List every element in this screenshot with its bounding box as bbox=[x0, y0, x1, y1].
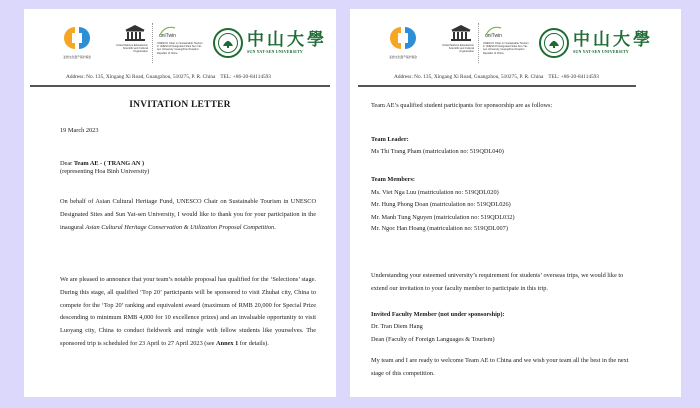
paragraph-thanks-end: . bbox=[274, 223, 276, 231]
address-text: Address: No. 135, Xingang Xi Road, Guangzhou, 510275, P. R. China bbox=[66, 74, 216, 80]
address-line bbox=[66, 74, 271, 80]
logo-divider bbox=[152, 23, 153, 63]
asian-cultural-heritage-fund-logo bbox=[60, 21, 94, 65]
asian-cultural-heritage-fund-logo bbox=[386, 21, 420, 65]
unitwin-icon bbox=[157, 25, 179, 39]
paragraph-thanks-text: On behalf of Asian Cultural Heritage Fund, UNESCO Chair on Sustainable Tourism in UNESCO Designated Sites and Sun Yat-sen University, I would like to thank you for your participation in the inaugural bbox=[60, 198, 316, 231]
sysu-chinese-name: 中山大學 bbox=[247, 30, 327, 50]
representing-line: (representing Hoa Binh University) bbox=[60, 168, 150, 175]
header-rule bbox=[358, 85, 636, 87]
letter-page-2 bbox=[350, 9, 681, 397]
sun-yat-sen-university-logo bbox=[539, 28, 653, 58]
paragraph-thanks bbox=[60, 196, 316, 234]
unesco-caption: United Nations Educational, Scientific and Cultural Organization bbox=[115, 44, 148, 54]
unitwin-icon bbox=[483, 25, 505, 39]
faculty-heading: Invited Faculty Member (not under sponsorship): bbox=[371, 311, 505, 318]
telephone-text: TEL: +86-20-84114593 bbox=[220, 74, 271, 80]
letterhead bbox=[24, 9, 336, 89]
paragraph-announcement-text: We are pleased to announce that your team’s notable proposal has qualified for the ‘Selections’ stage. During this stage, all qualified ‘Top 20’ participants will be sponsored to visit Zhuhai city, China to compete for the ‘Top 20’ ranking and equivalent award (maximum of RMB 20,000 for Special Prize descending to minimum RMB 4,000 for 10 excellence prizes) and an invaluable opportunity to visit Luoyang city, China to conduct fieldwork and mingle with fellow students like yourselves. The sponsored trip is scheduled for 23 April to 27 April 2023 (see bbox=[60, 276, 316, 347]
salutation-prefix: Dear bbox=[60, 160, 74, 167]
annex-reference: Annex 1 bbox=[216, 339, 239, 347]
unesco-caption: United Nations Educational, Scientific and Cultural Organization bbox=[441, 44, 474, 54]
logo-divider bbox=[478, 23, 479, 63]
letter-page-1 bbox=[24, 9, 336, 397]
letterhead bbox=[350, 9, 681, 89]
team-leader-entry: Ms Thi Trang Pham (matriculation no: 519QDL040) bbox=[371, 148, 504, 155]
competition-name: Asian Cultural Heritage Conservation & Utilization Proposal Competition bbox=[85, 223, 275, 231]
faculty-name: Dr. Tran Diem Hang bbox=[371, 323, 423, 330]
sysu-chinese-name: 中山大學 bbox=[573, 30, 653, 50]
logo-row bbox=[60, 21, 327, 65]
faculty-title: Dean (Faculty of Foreign Languages & Tourism) bbox=[371, 336, 495, 343]
fund-emblem-icon bbox=[64, 25, 90, 51]
unitwin-caption: UNESCO Chair on Sustainable Tourism in UNESCO Designated Sites Sun Yat-sen University, Guangzhou People's Republic of China bbox=[157, 42, 203, 55]
sysu-english-name: SUN YAT-SEN UNIVERSITY bbox=[247, 49, 303, 54]
team-leader-heading: Team Leader: bbox=[371, 136, 409, 143]
svg-text:uniTwin: uniTwin bbox=[159, 33, 176, 39]
fund-emblem-icon bbox=[390, 25, 416, 51]
fund-logo-caption: 亚洲文化遗产保护基金 bbox=[388, 55, 417, 59]
header-rule bbox=[30, 85, 330, 87]
closing-paragraph: My team and I are ready to welcome Team AE to China and we wish your team all the best in the next stage of this competition. bbox=[371, 357, 629, 377]
svg-text:uniTwin: uniTwin bbox=[485, 33, 502, 39]
sysu-english-name: SUN YAT-SEN UNIVERSITY bbox=[573, 49, 629, 54]
address-line bbox=[394, 74, 599, 80]
unesco-logo bbox=[434, 21, 531, 65]
logo-row bbox=[386, 21, 653, 65]
fund-logo-caption: 亚洲文化遗产保护基金 bbox=[62, 55, 91, 59]
team-member-item: Mr. Manh Tung Nguyen (matriculation no: 519QDL032) bbox=[371, 214, 515, 221]
team-member-item: Ms. Viet Nga Luu (matriculation no: 519QDL020) bbox=[371, 189, 499, 196]
unesco-logo bbox=[108, 21, 205, 65]
address-text: Address: No. 135, Xingang Xi Road, Guangzhou, 510275, P. R. China bbox=[394, 74, 544, 80]
team-members-heading: Team Members: bbox=[371, 176, 416, 183]
paragraph-announcement-end: for details). bbox=[238, 339, 269, 347]
team-member-item: Mr. Hung Phong Doan (matriculation no: 519QDL026) bbox=[371, 201, 511, 208]
team-member-item: Mr. Ngoc Han Hoang (matriculation no: 519QDL007) bbox=[371, 225, 508, 232]
unesco-temple-icon bbox=[124, 25, 146, 41]
paragraph-announcement bbox=[60, 274, 316, 351]
faculty-invitation-paragraph: Understanding your esteemed university’s requirement for students’ overseas trips, we would like to extend our invitation to your faculty member to participate in this trip. bbox=[371, 272, 624, 292]
sun-yat-sen-university-logo bbox=[213, 28, 327, 58]
telephone-text: TEL: +86-20-84114593 bbox=[548, 74, 599, 80]
sysu-seal-icon bbox=[539, 28, 569, 58]
unitwin-caption: UNESCO Chair on Sustainable Tourism in UNESCO Designated Sites Sun Yat-sen University, Guangzhou People's Republic of China bbox=[483, 42, 529, 55]
letter-title: INVITATION LETTER bbox=[129, 100, 231, 110]
salutation-team: Team AE - ( TRANG AN ) bbox=[73, 160, 145, 167]
sysu-seal-icon bbox=[213, 28, 243, 58]
salutation bbox=[60, 160, 144, 168]
participants-intro: Team AE’s qualified student participants for sponsorship are as follows: bbox=[371, 102, 553, 109]
unesco-temple-icon bbox=[450, 25, 472, 41]
letter-date: 19 March 2023 bbox=[60, 127, 99, 134]
